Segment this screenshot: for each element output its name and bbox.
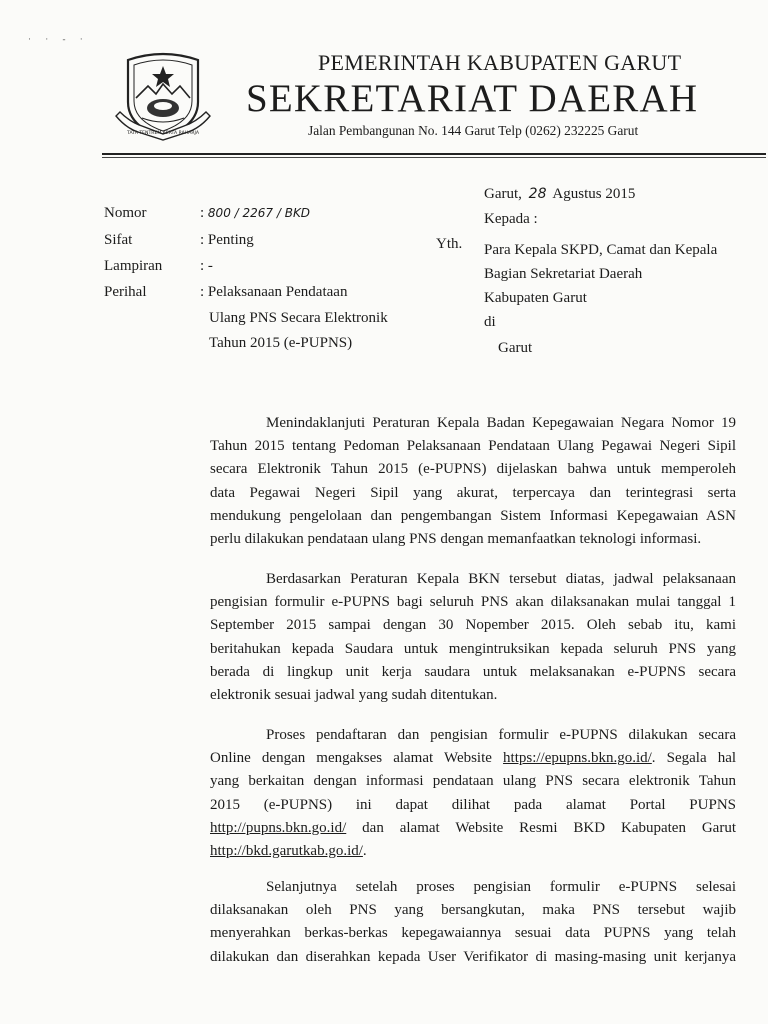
perihal-line-1: : Pelaksanaan Pendataan: [200, 284, 348, 300]
bkd-website-link[interactable]: http://bkd.garutkab.go.id/: [210, 842, 363, 859]
p2-line: Berdasarkan Peraturan Kepala BKN tersebut diatas, jadwal pelaksanaan: [266, 571, 736, 587]
letterhead-address: Jalan Pembangunan No. 144 Garut Telp (0262) 232225 Garut: [308, 123, 639, 138]
letterhead-office: SEKRETARIAT DAERAH: [246, 77, 699, 120]
p4-line: dilaksanakan oleh PNS yang bersangkutan, maka PNS tersebut wajib: [210, 902, 736, 919]
body-paragraph-4: [210, 876, 736, 969]
perihal-line-3: Tahun 2015 (e-PUPNS): [209, 335, 353, 351]
nomor-label: Nomor: [104, 205, 147, 221]
date-month-year: Agustus 2015: [552, 186, 636, 202]
p2-line: elektronik sesuai jadwal yang sudah ditentukan.: [210, 686, 498, 703]
p2-line: beritahukan kepada Saudara untuk mengintruksikan kepada seluruh PNS yang: [210, 640, 736, 657]
p3-line: [210, 817, 736, 840]
p2-line: pengisian formulir e-PUPNS bagi seluruh PNS akan dilaksanakan mulai tanggal 1: [210, 594, 736, 611]
body-paragraph-3: [210, 724, 736, 863]
sifat-label: Sifat: [104, 232, 133, 248]
p1-line: data Pegawai Negeri Sipil yang akurat, terpercaya dan terintegrasi serta: [210, 484, 736, 501]
p1-line: Menindaklanjuti Peraturan Kepala Badan Kepegawaian Negara Nomor 19: [266, 415, 736, 431]
p3-line: Proses pendaftaran dan pengisian formulir e-PUPNS dilakukan secara: [266, 727, 736, 743]
body-paragraph-2: [210, 568, 736, 707]
p2-line: berada di lingkup unit kerja saudara untuk melaksanakan e-PUPNS secara: [210, 663, 736, 680]
p1-line: mendukung pengelolaan dan pengembangan Sistem Informasi Kepegawaian ASN: [210, 507, 736, 524]
p4-line: menyerahkan berkas-berkas kepegawaiannya sesuai data PUPNS yang telah: [210, 925, 736, 942]
p3-text: . Segala hal: [651, 750, 737, 767]
p3-line: 2015 (e-PUPNS) ini dapat dilihat pada alamat Portal PUPNS: [210, 796, 736, 813]
letterhead-rule-thin: [102, 157, 766, 158]
body-paragraph-1: [210, 412, 736, 551]
p2-line: September 2015 sampai dengan 30 Nopember 2015. Oleh sebab itu, kami: [210, 617, 736, 634]
logo-motto-text: TATA TENTREM KERTA RAHARJA: [127, 131, 199, 136]
p1-line: secara Elektronik Tahun 2015 (e-PUPNS) dijelaskan bahwa untuk memperoleh: [210, 461, 736, 478]
perihal-line-2: Ulang PNS Secara Elektronik: [209, 310, 388, 326]
letterhead-rule: [102, 153, 766, 155]
nomor-value: [200, 205, 310, 222]
kepada-label: Kepada :: [484, 211, 538, 227]
recipient-line-5: Garut: [498, 340, 533, 356]
recipient-line-2: Bagian Sekretariat Daerah: [484, 266, 643, 282]
nomor-handwritten: 800 / 2267 / BKD: [207, 206, 311, 220]
p3-line: [210, 747, 736, 770]
perihal-label: Perihal: [104, 284, 147, 300]
date-place: Garut,: [484, 186, 522, 202]
yth-label: Yth.: [436, 236, 463, 252]
nomor-colon: :: [200, 205, 205, 221]
p4-line: dilakukan dan diserahkan kepada User Verifikator di masing-masing unit kerjanya: [210, 948, 736, 965]
pupns-portal-link[interactable]: http://pupns.bkn.go.id/: [210, 819, 347, 836]
p3-text: dan alamat Website Resmi BKD Kabupaten Garut: [362, 819, 737, 836]
letterhead-government: PEMERINTAH KABUPATEN GARUT: [318, 50, 682, 75]
garut-coat-of-arms-logo: [112, 46, 214, 146]
recipient-line-4: di: [484, 314, 496, 330]
recipient-line-1: Para Kepala SKPD, Camat dan Kepala: [484, 242, 718, 258]
p3-line: yang berkaitan dengan informasi pendataan ulang PNS secara elektronik Tahun: [210, 773, 736, 790]
lampiran-label: Lampiran: [104, 258, 163, 274]
p1-line: Tahun 2015 tentang Pedoman Pelaksanaan Pendataan Ulang Pegawai Negeri Sipil: [210, 438, 736, 455]
p3-line: [210, 840, 736, 863]
recipient-line-3: Kabupaten Garut: [484, 290, 587, 306]
scan-specks: · · - ·: [28, 34, 89, 44]
p1-line: perlu dilakukan pendataan ulang PNS dengan memanfaatkan teknologi informasi.: [210, 530, 702, 547]
p3-text: Online dengan mengakses alamat Website: [210, 750, 492, 767]
sifat-value: : Penting: [200, 232, 254, 248]
epupns-link[interactable]: https://epupns.bkn.go.id/: [503, 750, 652, 767]
date-day-handwritten: 28: [528, 186, 547, 202]
lampiran-value: : -: [200, 258, 213, 274]
p4-line: Selanjutnya setelah proses pengisian formulir e-PUPNS selesai: [266, 879, 736, 895]
letter-date: [484, 186, 635, 203]
p3-text: .: [362, 842, 367, 859]
